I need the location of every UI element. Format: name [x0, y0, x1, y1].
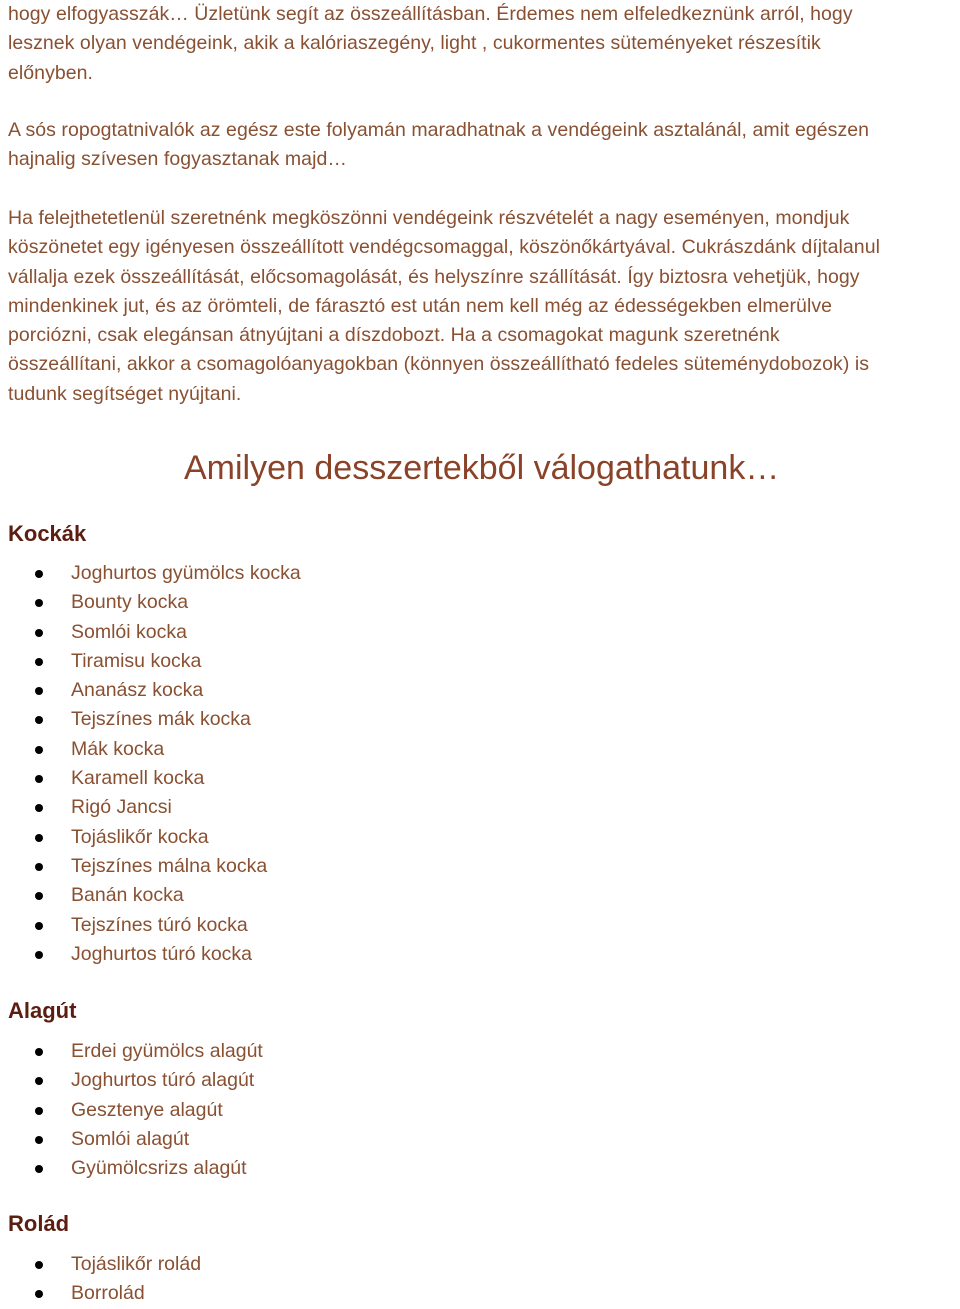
- bullet-icon: [35, 687, 43, 695]
- bullet-icon: [35, 892, 43, 900]
- bullet-icon: [35, 570, 43, 578]
- list-item: [8, 911, 301, 940]
- bullet-icon: [35, 922, 43, 930]
- list-item-label: Tejszínes túró kocka: [71, 913, 248, 936]
- bullet-icon: [35, 863, 43, 871]
- list-item: [8, 1250, 201, 1279]
- list-item-label: Borrolád: [71, 1282, 145, 1305]
- bullet-icon: [35, 658, 43, 666]
- list-item: [8, 881, 301, 910]
- section-title-rolad: Rolád: [8, 1211, 70, 1236]
- list-rolad: [8, 1250, 201, 1309]
- list-item: [8, 1037, 263, 1066]
- text-line: lesznek olyan vendégeink, akik a kalóriaszegény, light , cukormentes süteményeket részesítik: [8, 32, 821, 55]
- list-item-label: Somlói alagút: [71, 1127, 190, 1150]
- bullet-icon: [35, 1165, 43, 1173]
- list-item-label: Tiramisu kocka: [71, 649, 202, 672]
- intro-paragraph-3: [8, 204, 954, 409]
- list-item: [8, 1096, 263, 1125]
- list-item: [8, 852, 301, 881]
- list-item-label: Banán kocka: [71, 884, 184, 907]
- list-item: [8, 823, 301, 852]
- bullet-icon: [35, 599, 43, 607]
- list-item-label: Joghurtos túró alagút: [71, 1069, 255, 1092]
- bullet-icon: [35, 1136, 43, 1144]
- list-item: [8, 559, 301, 588]
- bullet-icon: [35, 629, 43, 637]
- bullet-icon: [35, 804, 43, 812]
- list-item-label: Ananász kocka: [71, 679, 204, 702]
- bullet-icon: [35, 834, 43, 842]
- list-item-label: Mák kocka: [71, 737, 165, 760]
- text-line: mindenkinek jut, és az örömteli, de fárasztó est után nem kell még az édességekben elmerülve: [8, 294, 833, 317]
- list-item: [8, 764, 301, 793]
- list-item: [8, 618, 301, 647]
- text-line: előnyben.: [8, 61, 94, 84]
- text-line: összeállítani, akkor a csomagolóanyagokban (könnyen összeállítható fedeles süteménydobozok) is: [8, 353, 870, 376]
- list-item-label: Karamell kocka: [71, 767, 205, 790]
- list-item-label: Rigó Jancsi: [71, 796, 172, 819]
- list-item: [8, 1279, 201, 1308]
- bullet-icon: [35, 716, 43, 724]
- list-item-label: Gyümölcsrizs alagút: [71, 1157, 247, 1180]
- list-item-label: Joghurtos gyümölcs kocka: [71, 562, 301, 584]
- list-item: [8, 1066, 263, 1095]
- list-item: [8, 705, 301, 734]
- list-item: [8, 676, 301, 705]
- intro-paragraph-1: [8, 0, 954, 88]
- bullet-icon: [35, 746, 43, 754]
- bullet-icon: [35, 1077, 43, 1085]
- list-item-label: Gesztenye alagút: [71, 1098, 223, 1121]
- text-line: vállalja ezek összeállítását, előcsomagolását, és helyszínre szállítását. Így biztosra vehetjük, hogy: [8, 265, 860, 288]
- bullet-icon: [35, 1107, 43, 1115]
- section-title-alagut: Alagút: [8, 998, 77, 1023]
- text-line: hogy elfogyasszák… Üzletünk segít az összeállításban. Érdemes nem elfeledkeznünk arról, hogy: [8, 3, 853, 25]
- list-alagut: [8, 1037, 263, 1183]
- list-item-label: Somlói kocka: [71, 620, 187, 643]
- bullet-icon: [35, 1261, 43, 1269]
- text-line: hajnalig szívesen fogyasztanak majd…: [8, 148, 347, 171]
- text-line: A sós ropogtatnivalók az egész este folyamán maradhatnak a vendégeink asztalánál, amit egészen: [8, 119, 870, 141]
- list-item-label: Bounty kocka: [71, 591, 189, 614]
- section-title-kockak: Kockák: [8, 521, 87, 546]
- list-item-label: Erdei gyümölcs alagút: [71, 1040, 263, 1062]
- list-item: [8, 940, 301, 969]
- bullet-icon: [35, 775, 43, 783]
- page-heading: Amilyen desszertekből válogathatunk…: [184, 449, 780, 487]
- list-item: [8, 1154, 263, 1183]
- bullet-icon: [35, 1290, 43, 1298]
- list-item: [8, 647, 301, 676]
- list-item-label: Tojáslikőr kocka: [71, 825, 209, 848]
- intro-paragraph-2: [8, 116, 954, 175]
- list-item: [8, 588, 301, 617]
- text-line: porciózni, csak elegánsan átnyújtani a díszdobozt. Ha a csomagokat magunk szeretnénk: [8, 324, 780, 347]
- list-item-label: Tojáslikőr rolád: [71, 1253, 202, 1275]
- text-line: köszönetet egy igényesen összeállított vendégcsomaggal, köszönőkártyával. Cukrászdánk díjtalanul: [8, 236, 880, 259]
- list-item-label: Tejszínes mák kocka: [71, 708, 251, 731]
- bullet-icon: [35, 951, 43, 959]
- list-item-label: Joghurtos túró kocka: [71, 942, 253, 965]
- list-item: [8, 735, 301, 764]
- list-item-label: Tejszínes málna kocka: [71, 854, 268, 877]
- bullet-icon: [35, 1048, 43, 1056]
- list-item: [8, 1125, 263, 1154]
- text-line: Ha felejthetetlenül szeretnénk megköszönni vendégeink részvételét a nagy eseményen, mondjuk: [8, 207, 850, 229]
- list-item: [8, 793, 301, 822]
- list-kockak: [8, 559, 301, 969]
- text-line: tudunk segítséget nyújtani.: [8, 382, 242, 405]
